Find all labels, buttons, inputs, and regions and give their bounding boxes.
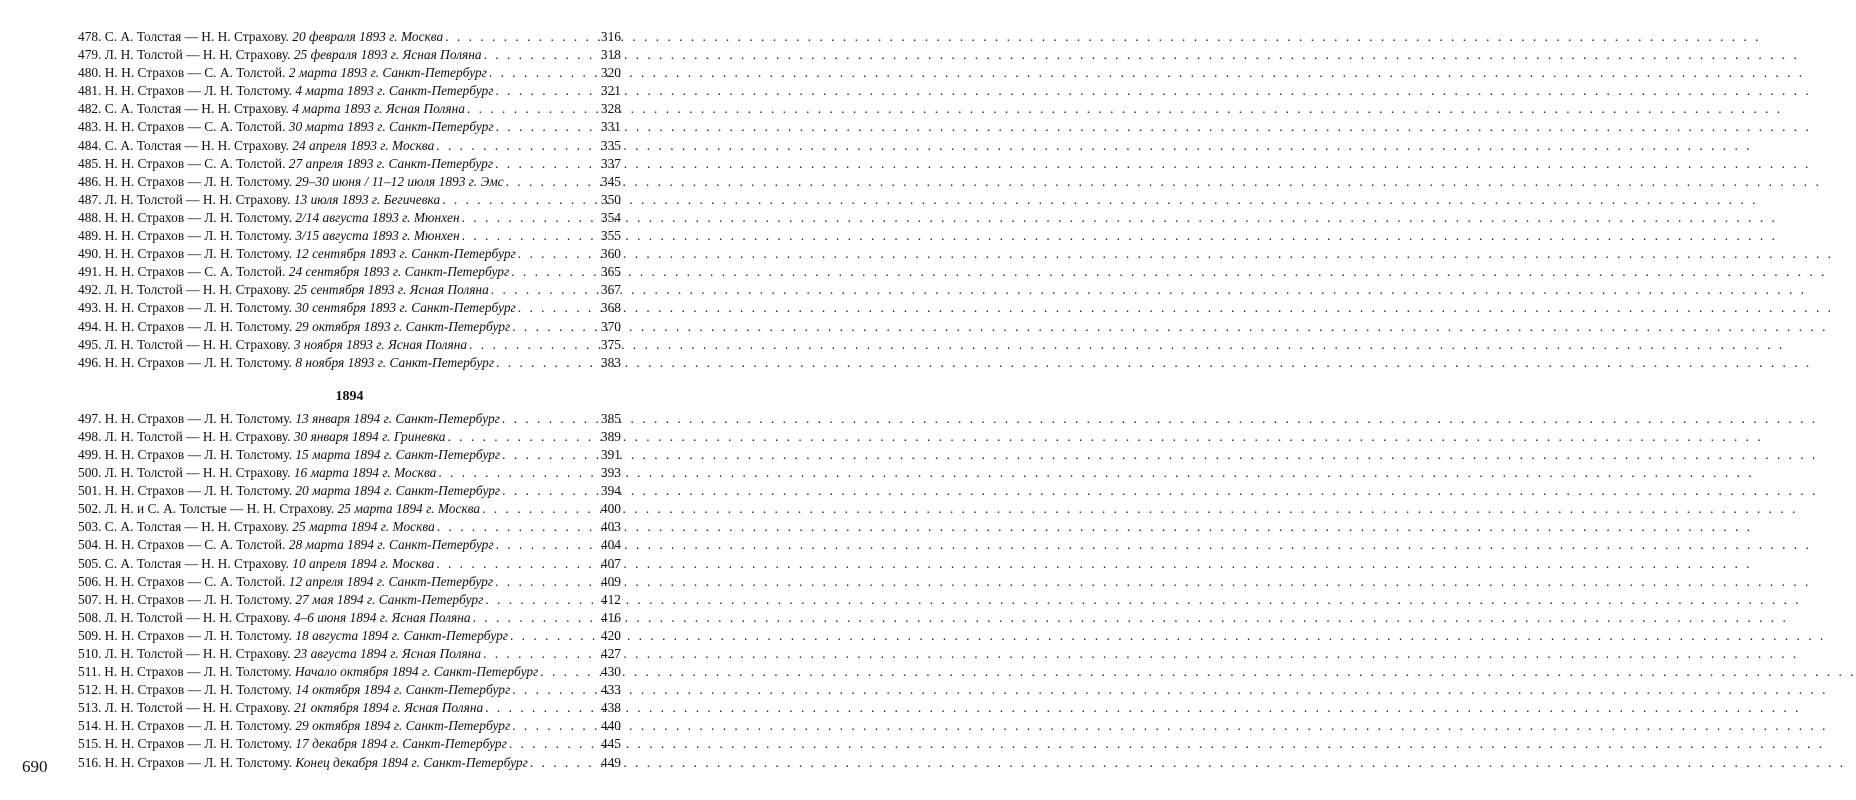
entry-correspondents: Н. Н. Страхов — Л. Н. Толстому. xyxy=(104,664,292,680)
entry-text xyxy=(78,464,436,482)
toc-entry xyxy=(78,46,621,64)
toc-entry xyxy=(78,209,621,227)
entry-date-place: 24 апреля 1893 г. Москва xyxy=(292,137,435,153)
entry-number: 480. xyxy=(78,65,102,81)
entry-number: 505. xyxy=(78,555,102,571)
entry-text xyxy=(78,609,471,627)
dot-leader xyxy=(512,717,593,735)
toc-entry xyxy=(78,699,621,717)
entry-page-number: 404 xyxy=(600,537,621,553)
dot-leader xyxy=(445,28,593,46)
entry-text xyxy=(78,46,482,64)
entry-number: 516. xyxy=(78,754,102,770)
toc-entry xyxy=(78,100,621,118)
entry-page-number: 440 xyxy=(600,718,621,734)
toc-entry xyxy=(78,354,621,372)
entry-page-number: 409 xyxy=(600,573,621,589)
entry-text xyxy=(78,536,494,554)
dot-leader xyxy=(518,299,593,317)
entry-text xyxy=(78,245,516,263)
entry-text xyxy=(78,28,443,46)
entry-page-number: 385 xyxy=(600,410,621,426)
entry-page-number: 331 xyxy=(600,119,621,135)
entry-correspondents: Н. Н. Страхов — Л. Н. Толстому. xyxy=(104,410,292,426)
entry-date-place: 25 сентября 1893 г. Ясная Поляна xyxy=(293,282,489,298)
dot-leader xyxy=(469,336,593,354)
entry-correspondents: Н. Н. Страхов — Л. Н. Толстому. xyxy=(104,228,292,244)
toc-entry xyxy=(78,82,621,100)
entry-text xyxy=(78,281,489,299)
entry-date-place: 30 марта 1893 г. Санкт-Петербург xyxy=(288,119,494,135)
section-heading-1894: 1894 xyxy=(335,388,364,404)
entry-correspondents: С. А. Толстая — Н. Н. Страхову. xyxy=(104,555,289,571)
entry-date-place: 25 марта 1894 г. Москва xyxy=(337,501,481,517)
table-of-contents xyxy=(78,28,621,772)
entry-text xyxy=(78,227,460,245)
entry-text xyxy=(78,555,434,573)
entry-date-place: 29 октября 1894 г. Санкт-Петербург xyxy=(295,718,511,734)
entry-correspondents: Л. Н. Толстой — Н. Н. Страхову. xyxy=(104,646,291,661)
entry-date-place: 2/14 августа 1893 г. Мюнхен xyxy=(295,209,460,225)
toc-entry xyxy=(78,155,621,173)
entry-text xyxy=(78,754,528,772)
entry-number: 514. xyxy=(78,718,102,734)
entry-date-place: 21 октября 1894 г. Ясная Поляна xyxy=(293,700,484,716)
entry-page-number: 354 xyxy=(600,209,621,225)
dot-leader xyxy=(495,155,593,173)
entry-page-number: 350 xyxy=(600,191,621,207)
toc-entry xyxy=(78,336,621,354)
entry-text xyxy=(78,299,516,317)
entry-correspondents: Л. Н. Толстой — Н. Н. Страхову. xyxy=(104,191,291,207)
entry-number: 500. xyxy=(78,465,102,481)
entry-text xyxy=(78,318,510,336)
entry-correspondents: Н. Н. Страхов — Л. Н. Толстому. xyxy=(104,300,292,316)
dot-leader xyxy=(506,173,593,191)
entry-number: 512. xyxy=(78,682,102,698)
entry-date-place: 14 октября 1894 г. Санкт-Петербург xyxy=(295,682,511,698)
dot-leader xyxy=(496,354,593,372)
entry-page-number: 400 xyxy=(600,501,621,517)
entry-page-number: 449 xyxy=(600,754,621,770)
entry-correspondents: С. А. Толстая — Н. Н. Страхову. xyxy=(104,519,289,535)
entry-number: 506. xyxy=(78,573,102,589)
entry-number: 485. xyxy=(78,155,102,171)
dot-leader xyxy=(495,82,593,100)
dot-leader xyxy=(436,555,593,573)
entry-date-place: Конец декабря 1894 г. Санкт-Петербург xyxy=(295,754,528,770)
toc-entry xyxy=(78,446,621,464)
toc-entry xyxy=(78,64,621,82)
entry-text xyxy=(78,173,504,191)
dot-leader xyxy=(496,118,593,136)
entry-text xyxy=(78,155,493,173)
entry-date-place: 8 ноября 1893 г. Санкт-Петербург xyxy=(295,354,495,370)
dot-leader xyxy=(502,482,593,500)
entry-date-place: 20 марта 1894 г. Санкт-Петербург xyxy=(295,483,501,499)
dot-leader xyxy=(530,754,593,772)
dot-leader xyxy=(491,281,593,299)
entry-number: 492. xyxy=(78,282,102,298)
dot-leader xyxy=(512,681,593,699)
entry-page-number: 335 xyxy=(600,137,621,153)
dot-leader xyxy=(512,318,593,336)
entry-page-number: 445 xyxy=(600,736,621,752)
entry-number: 483. xyxy=(78,119,102,135)
entry-date-place: 23 августа 1894 г. Ясная Поляна xyxy=(293,646,482,661)
entry-date-place: 2 марта 1893 г. Санкт-Петербург xyxy=(288,65,487,81)
entry-date-place: 27 мая 1894 г. Санкт-Петербург xyxy=(295,591,484,607)
entry-date-place: 30 сентября 1893 г. Санкт-Петербург xyxy=(295,300,516,316)
entry-page-number: 337 xyxy=(600,155,621,171)
entry-date-place: 29 октября 1893 г. Санкт-Петербург xyxy=(295,318,511,334)
entry-date-place: 4 марта 1893 г. Ясная Поляна xyxy=(292,101,465,117)
entry-date-place: 12 сентября 1893 г. Санкт-Петербург xyxy=(295,246,516,262)
entry-date-place: 4–6 июня 1894 г. Ясная Поляна xyxy=(293,609,471,625)
entry-page-number: 430 xyxy=(600,664,621,680)
entry-text xyxy=(78,663,538,681)
entry-page-number: 433 xyxy=(600,682,621,698)
entries-1894 xyxy=(78,410,621,772)
entry-number: 511. xyxy=(78,664,101,680)
entry-text xyxy=(78,137,434,155)
entry-correspondents: С. А. Толстая — Н. Н. Страхову. xyxy=(104,101,289,117)
toc-entry xyxy=(78,118,621,136)
entry-number: 486. xyxy=(78,173,102,189)
entry-date-place: 3 ноября 1893 г. Ясная Поляна xyxy=(293,336,468,352)
entry-page-number: 403 xyxy=(600,519,621,535)
toc-entry xyxy=(78,627,621,645)
dot-leader xyxy=(437,518,593,536)
entry-number: 507. xyxy=(78,591,102,607)
entry-page-number: 416 xyxy=(600,609,621,625)
toc-entry xyxy=(78,410,621,428)
entry-correspondents: Н. Н. Страхов — Л. Н. Толстому. xyxy=(104,483,292,499)
entry-correspondents: Н. Н. Страхов — Л. Н. Толстому. xyxy=(104,446,292,462)
entry-number: 515. xyxy=(78,736,102,752)
toc-entry xyxy=(78,318,621,336)
entry-date-place: 25 февраля 1893 г. Ясная Поляна xyxy=(293,47,482,63)
entry-correspondents: Н. Н. Страхов — Л. Н. Толстому. xyxy=(104,754,292,770)
entry-page-number: 321 xyxy=(600,83,621,99)
toc-entry xyxy=(78,28,621,46)
entry-date-place: Начало октября 1894 г. Санкт-Петербург xyxy=(294,664,539,680)
entry-correspondents: Н. Н. Страхов — С. А. Толстой. xyxy=(104,573,286,589)
entry-page-number: 412 xyxy=(600,591,621,607)
entry-text xyxy=(78,64,487,82)
entry-number: 487. xyxy=(78,191,102,207)
entry-date-place: 28 марта 1894 г. Санкт-Петербург xyxy=(288,537,494,553)
entry-page-number: 438 xyxy=(600,700,621,716)
toc-entry xyxy=(78,299,621,317)
toc-entry xyxy=(78,191,621,209)
entry-number: 479. xyxy=(78,47,102,63)
toc-entry xyxy=(78,754,621,772)
toc-entry xyxy=(78,518,621,536)
toc-entry xyxy=(78,137,621,155)
entry-correspondents: Н. Н. Страхов — Л. Н. Толстому. xyxy=(104,591,292,607)
entry-correspondents: Л. Н. Толстой — Н. Н. Страхову. xyxy=(104,465,291,481)
entry-number: 489. xyxy=(78,228,102,244)
entry-number: 508. xyxy=(78,609,102,625)
entry-correspondents: Н. Н. Страхов — Л. Н. Толстому. xyxy=(104,83,292,99)
entry-correspondents: Н. Н. Страхов — С. А. Толстой. xyxy=(104,155,286,171)
dot-leader xyxy=(473,609,593,627)
dot-leader xyxy=(540,663,593,681)
entries-1893 xyxy=(78,28,621,372)
entry-page-number: 360 xyxy=(600,246,621,262)
toc-entry xyxy=(78,281,621,299)
toc-entry xyxy=(78,645,621,663)
entry-date-place: 20 февраля 1893 г. Москва xyxy=(292,29,444,44)
entry-correspondents: Л. Н. Толстой — Н. Н. Страхову. xyxy=(104,609,291,625)
entry-page-number: 320 xyxy=(600,65,621,81)
toc-entry xyxy=(78,245,621,263)
entry-number: 501. xyxy=(78,483,102,499)
entry-date-place: 24 сентября 1893 г. Санкт-Петербург xyxy=(288,264,510,280)
toc-entry xyxy=(78,428,621,446)
entry-number: 498. xyxy=(78,428,102,444)
toc-entry xyxy=(78,681,621,699)
entry-text xyxy=(78,645,481,663)
entry-correspondents: Л. Н. Толстой — Н. Н. Страхову. xyxy=(104,428,291,444)
entry-page-number: 393 xyxy=(600,465,621,481)
entry-text xyxy=(78,717,510,735)
entry-correspondents: Н. Н. Страхов — Л. Н. Толстому. xyxy=(104,173,292,189)
entry-number: 495. xyxy=(78,336,102,352)
entry-page-number: 383 xyxy=(600,354,621,370)
entry-number: 491. xyxy=(78,264,102,280)
toc-entry xyxy=(78,536,621,554)
entry-text xyxy=(78,100,465,118)
entry-page-number: 420 xyxy=(600,627,621,643)
entry-date-place: 17 декабря 1894 г. Санкт-Петербург xyxy=(295,736,507,752)
entry-date-place: 25 марта 1894 г. Москва xyxy=(292,519,435,535)
entry-text xyxy=(78,627,508,645)
entry-number: 488. xyxy=(78,209,102,225)
entry-correspondents: С. А. Толстая — Н. Н. Страхову. xyxy=(104,137,289,153)
entry-date-place: 4 марта 1893 г. Санкт-Петербург xyxy=(295,83,494,99)
entry-text xyxy=(78,191,440,209)
dot-leader xyxy=(495,573,593,591)
entry-date-place: 12 апреля 1894 г. Санкт-Петербург xyxy=(288,573,494,589)
entry-text xyxy=(78,263,509,281)
entry-date-place: 16 марта 1894 г. Москва xyxy=(293,465,437,481)
entry-correspondents: Н. Н. Страхов — С. А. Толстой. xyxy=(104,537,286,553)
entry-page-number: 365 xyxy=(600,264,621,280)
dot-leader xyxy=(518,245,593,263)
entry-page-number: 345 xyxy=(600,173,621,189)
entry-number: 494. xyxy=(78,318,102,334)
entry-text xyxy=(78,573,493,591)
entry-number: 496. xyxy=(78,354,102,370)
dot-leader xyxy=(482,500,593,518)
dot-leader xyxy=(496,536,593,554)
toc-entry xyxy=(78,735,621,753)
entry-page-number: 407 xyxy=(600,555,621,571)
entry-correspondents: Н. Н. Страхов — Л. Н. Толстому. xyxy=(104,209,292,225)
entry-text xyxy=(78,482,500,500)
entry-page-number: 427 xyxy=(600,646,621,661)
entry-correspondents: Н. Н. Страхов — Л. Н. Толстому. xyxy=(104,682,292,698)
toc-entry xyxy=(78,663,621,681)
entry-correspondents: Л. Н. Толстой — Н. Н. Страхову. xyxy=(104,47,291,63)
entry-page-number: 389 xyxy=(600,428,621,444)
entry-number: 499. xyxy=(78,446,102,462)
entry-page-number: 391 xyxy=(600,446,621,462)
entry-date-place: 3/15 августа 1893 г. Мюнхен xyxy=(295,228,460,244)
dot-leader xyxy=(447,428,593,446)
dot-leader xyxy=(510,627,593,645)
dot-leader xyxy=(484,46,593,64)
entry-date-place: 13 января 1894 г. Санкт-Петербург xyxy=(295,410,500,426)
toc-entry xyxy=(78,263,621,281)
dot-leader xyxy=(442,191,593,209)
entry-page-number: 318 xyxy=(600,47,621,63)
entry-number: 513. xyxy=(78,700,102,716)
toc-entry xyxy=(78,573,621,591)
entry-text xyxy=(78,500,480,518)
entry-text xyxy=(78,209,460,227)
entry-page-number: 368 xyxy=(600,300,621,316)
entry-text xyxy=(78,518,435,536)
entry-text xyxy=(78,428,445,446)
entry-number: 493. xyxy=(78,300,102,316)
entry-correspondents: Н. Н. Страхов — Л. Н. Толстому. xyxy=(104,246,292,262)
entry-text xyxy=(78,118,494,136)
entry-text xyxy=(78,354,494,372)
dot-leader xyxy=(485,591,593,609)
dot-leader xyxy=(511,263,593,281)
entry-number: 510. xyxy=(78,646,102,661)
entry-page-number: 355 xyxy=(600,228,621,244)
entry-page-number: 328 xyxy=(600,101,621,117)
entry-page-number: 394 xyxy=(600,483,621,499)
dot-leader xyxy=(485,699,593,717)
entry-date-place: 10 апреля 1894 г. Москва xyxy=(292,555,435,571)
entry-number: 497. xyxy=(78,410,102,426)
entry-date-place: 13 июля 1893 г. Бегичевка xyxy=(293,191,441,207)
entry-number: 484. xyxy=(78,137,102,153)
entry-correspondents: Н. Н. Страхов — Л. Н. Толстому. xyxy=(104,318,292,334)
toc-entry xyxy=(78,464,621,482)
toc-entry xyxy=(78,500,621,518)
entry-correspondents: Л. Н. Толстой — Н. Н. Страхову. xyxy=(104,336,291,352)
entry-correspondents: Н. Н. Страхов — С. А. Толстой. xyxy=(104,119,286,135)
entry-page-number: 316 xyxy=(600,29,621,44)
entry-number: 503. xyxy=(78,519,102,535)
entry-text xyxy=(78,591,483,609)
entry-text xyxy=(78,446,500,464)
entry-correspondents: Н. Н. Страхов — Л. Н. Толстому. xyxy=(104,354,292,370)
dot-leader xyxy=(436,137,593,155)
dot-leader xyxy=(483,645,593,663)
toc-entry xyxy=(78,591,621,609)
entry-number: 504. xyxy=(78,537,102,553)
toc-entry xyxy=(78,555,621,573)
toc-entry xyxy=(78,609,621,627)
entry-correspondents: Н. Н. Страхов — Л. Н. Толстому. xyxy=(104,718,292,734)
entry-date-place: 30 января 1894 г. Гриневка xyxy=(293,428,446,444)
entry-correspondents: Л. Н. и С. А. Толстые — Н. Н. Страхову. xyxy=(104,501,335,517)
entry-correspondents: Н. Н. Страхов — Л. Н. Толстому. xyxy=(104,736,292,752)
entry-number: 482. xyxy=(78,101,102,117)
entry-date-place: 29–30 июня / 11–12 июля 1893 г. Эмс xyxy=(295,173,504,189)
entry-text xyxy=(78,82,493,100)
entry-date-place: 27 апреля 1893 г. Санкт-Петербург xyxy=(288,155,494,171)
dot-leader xyxy=(438,464,593,482)
entry-correspondents: Н. Н. Страхов — С. А. Толстой. xyxy=(104,65,286,81)
entry-page-number: 367 xyxy=(600,282,621,298)
entry-number: 490. xyxy=(78,246,102,262)
entry-correspondents: Л. Н. Толстой — Н. Н. Страхову. xyxy=(104,282,291,298)
entry-text xyxy=(78,699,483,717)
entry-text xyxy=(78,735,507,753)
dot-leader xyxy=(467,100,593,118)
entry-page-number: 370 xyxy=(600,318,621,334)
entry-text xyxy=(78,336,467,354)
dot-leader xyxy=(502,410,593,428)
toc-entry xyxy=(78,173,621,191)
page-number: 690 xyxy=(22,757,48,776)
entry-number: 478. xyxy=(78,29,102,44)
entry-correspondents: С. А. Толстая — Н. Н. Страхову. xyxy=(104,29,289,44)
entry-text xyxy=(78,410,500,428)
toc-entry xyxy=(78,482,621,500)
entry-number: 509. xyxy=(78,627,102,643)
entry-date-place: 15 марта 1894 г. Санкт-Петербург xyxy=(295,446,501,462)
dot-leader xyxy=(509,735,593,753)
entry-text xyxy=(78,681,510,699)
entry-date-place: 18 августа 1894 г. Санкт-Петербург xyxy=(295,627,509,643)
dot-leader xyxy=(462,227,593,245)
entry-correspondents: Л. Н. Толстой — Н. Н. Страхову. xyxy=(104,700,291,716)
dot-leader xyxy=(489,64,593,82)
entry-correspondents: Н. Н. Страхов — Л. Н. Толстому. xyxy=(104,627,292,643)
entry-page-number: 375 xyxy=(600,336,621,352)
dot-leader xyxy=(502,446,593,464)
toc-entry xyxy=(78,717,621,735)
entry-correspondents: Н. Н. Страхов — С. А. Толстой. xyxy=(104,264,286,280)
toc-entry xyxy=(78,227,621,245)
entry-number: 481. xyxy=(78,83,102,99)
dot-leader xyxy=(462,209,593,227)
entry-number: 502. xyxy=(78,501,102,517)
